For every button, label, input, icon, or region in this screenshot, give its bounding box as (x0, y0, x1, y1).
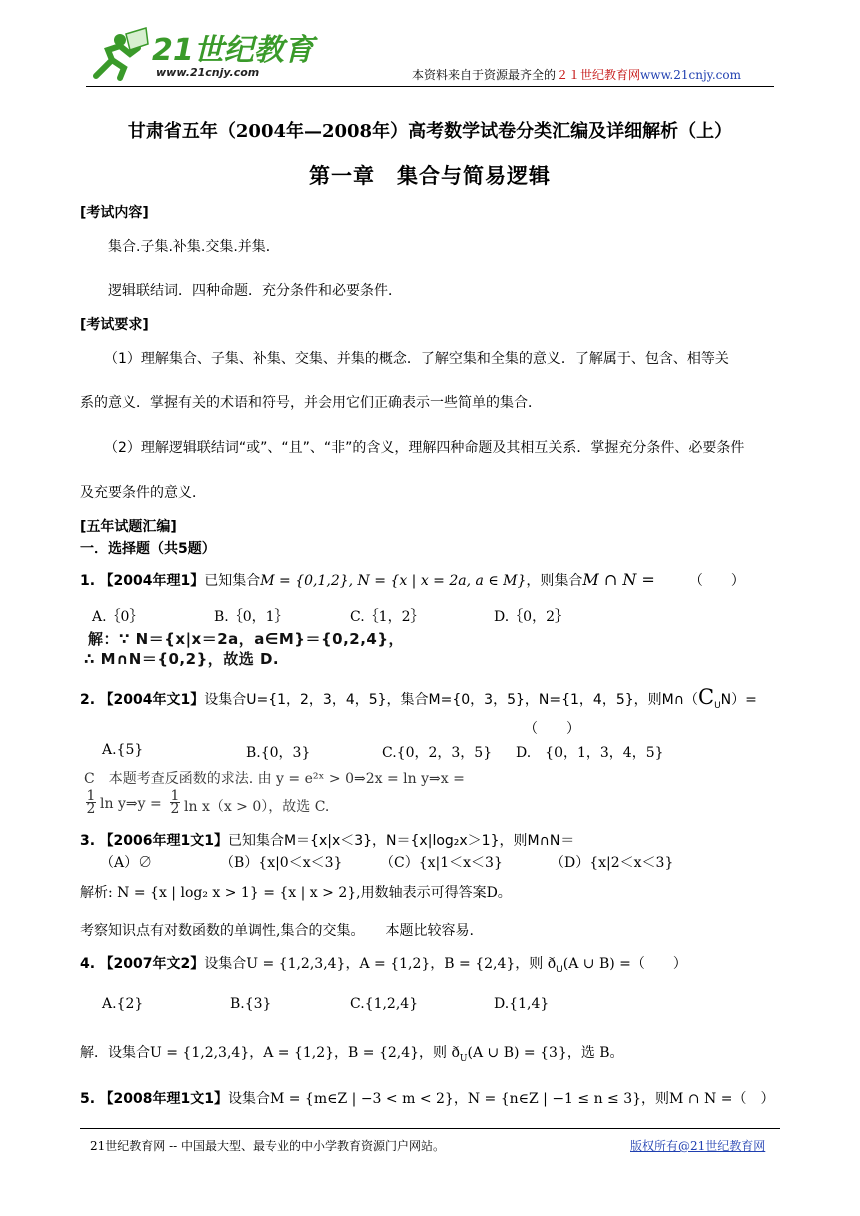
q1-solution-line-1: 解：∵ N＝{x|x＝2a，a∈M}＝{0,2,4}， (88, 630, 405, 648)
content-line-1: 集合.子集.补集.交集.并集． (108, 239, 280, 255)
choice-heading: 一．选择题（共5题） (80, 541, 216, 557)
requirements-heading: [考试要求] (80, 317, 149, 333)
q3-option-b: （B）{x|0＜x＜3} (220, 855, 343, 871)
q2-option-d: D. {0，1，3，4，5} (516, 745, 664, 761)
q4-option-c: C.{1,2,4} (350, 996, 419, 1012)
q2-option-c: C.{0，2，3，5} (382, 745, 493, 761)
header-source (412, 66, 741, 83)
q1-solution-line-2: ∴ M∩N＝{0,2}，故选 D. (84, 650, 280, 668)
site-logo (86, 24, 314, 82)
q1-option-b: B.｛0，1｝ (214, 609, 289, 625)
q3-option-c: （C）{x|1＜x＜3} (380, 855, 503, 871)
q4-option-d: D.{1,4} (494, 996, 550, 1012)
q4-solution: 解．设集合U = {1,2,3,4}，A = {1,2}，B = {2,4}，则 $ð_U(A$ ∪ B) = {3}，选 B。 (80, 1045, 624, 1064)
question-5: 5. 【2008年理1文1】设集合M = {m∈Z | −3 < m < 2}，N = {n∈Z | −1 ≤ n ≤ 3}，则M ∩ N =（ ） (80, 1091, 775, 1107)
content-line-2: 逻辑联结词．四种命题．充分条件和必要条件． (108, 283, 402, 299)
q3-solution: 解析: N = {x | log₂ x > 1} = {x | x > 2},用数轴表示可得答案D。 (80, 885, 512, 901)
q4-option-b: B.{3} (230, 996, 272, 1012)
q2-paren: （ ） (524, 721, 580, 737)
q2-solution-line-2a: ln y⇒y = (100, 796, 162, 812)
q3-note: 考察知识点有对数函数的单调性,集合的交集。 本题比较容易. (80, 923, 474, 939)
svg-text:www.21cnjy.com: www.21cnjy.com (156, 66, 260, 79)
requirement-1b: 系的意义．掌握有关的术语和符号，并会用它们正确表示一些简单的集合． (80, 395, 542, 411)
requirement-2a: （2）理解逻辑联结词“或”、“且”、“非”的含义，理解四种命题及其相互关系．掌握充分条件、必要条件 (104, 440, 745, 456)
chapter-title: 第一章 集合与简易逻辑 (309, 163, 551, 188)
q4-option-a: A.{2} (102, 996, 144, 1012)
q1-option-a: A.｛0｝ (92, 609, 144, 625)
q1-option-d: D.｛0，2｝ (494, 609, 569, 625)
q2-solution-frac-2: 1 2 (170, 788, 180, 817)
q2-solution-frac-1: 1 2 (86, 788, 96, 817)
q3-option-a: （A）∅ (100, 855, 153, 871)
question-3: 3. 【2006年理1文1】已知集合M＝{x|x＜3}，N＝{x|log₂x＞1}，则M∩N＝ (80, 833, 575, 849)
question-1: 1. 【2004年理1】已知集合M = {0,1,2}, N = {x | x = 2a, a ∈ M}，则集合M ∩ N = （ ） (80, 570, 745, 589)
q2-option-a: A.{5} (102, 742, 144, 758)
question-4: 4. 【2007年文2】设集合U = {1,2,3,4}，A = {1,2}，B = {2,4}，则 $ð_U(A$ ∪ B) =（ ） (80, 956, 687, 975)
requirement-1a: （1）理解集合、子集、补集、交集、并集的概念．了解空集和全集的意义．了解属于、包含、相等关 (104, 351, 729, 367)
q3-option-d: （D）{x|2＜x＜3} (550, 855, 674, 871)
q2-solution-line-2b: ln x（x > 0），故选 C. (184, 799, 330, 815)
footer-divider (80, 1128, 780, 1129)
q2-solution-line-1: C 本题考查反函数的求法. 由 y = e²ˣ > 0⇒2x = ln y⇒x = (84, 771, 465, 787)
five-year-heading: [五年试题汇编] (80, 519, 177, 535)
q2-option-b: B.{0，3} (246, 745, 311, 761)
svg-text:21世纪教育: 21世纪教育 (152, 33, 314, 68)
q1-option-c: C.｛1，2｝ (350, 609, 425, 625)
source-url-link[interactable]: www.21cnjy.com (640, 68, 741, 82)
content-heading: [考试内容] (80, 205, 149, 221)
source-prefix: 本资料来自于资源最齐全的 (412, 68, 557, 82)
requirement-2b: 及充要条件的意义． (80, 485, 206, 501)
question-2: 2. 【2004年文1】设集合U={1，2，3，4，5}，集合M={0，3，5}，N={1，4，5}，则$M\cap(C_UN)=$ (80, 685, 757, 711)
source-site: ２１世纪教育网 (556, 68, 641, 82)
copyright-link[interactable]: 版权所有@21世纪教育网 (630, 1139, 766, 1153)
document-title: 甘肃省五年（2004年—2008年）高考数学试卷分类汇编及详细解析（上） (127, 121, 733, 142)
footer-text: 21世纪教育网 -- 中国最大型、最专业的中小学教育资源门户网站。 (90, 1139, 446, 1153)
header-divider (86, 86, 774, 87)
runner-logo-icon (86, 24, 314, 82)
